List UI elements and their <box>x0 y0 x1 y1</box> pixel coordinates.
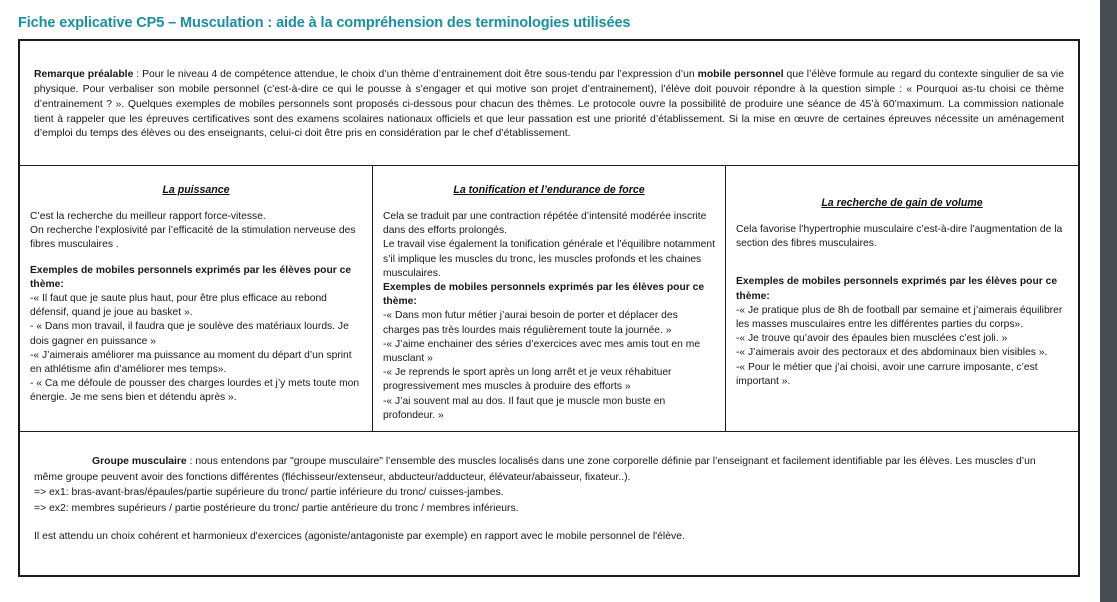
example-item: -« Pour le métier que j’ai choisi, avoir une carrure imposante, c’est important ». <box>736 361 1038 387</box>
examples-lead-in: Exemples de mobiles personnels exprimés par les élèves pour ce thème: <box>30 264 352 290</box>
example-item: -« J’aimerais avoir des pectoraux et des abdominaux bien visibles ». <box>736 347 1048 359</box>
definition-line: C’est la recherche du meilleur rapport force-vitesse. <box>30 211 266 222</box>
table-row-bottom <box>20 432 1079 576</box>
bottom-paragraph-1-text: nous entendons par "groupe musculaire" l’ensemble des muscles localisés dans une zone corporelle définie par l’enseignant et facilement identifiable par les élèves. Les muscles d’un même groupe peuvent avoir des fonctions différentes (fléchisseur/extenseur, abducteur/adducteur, élévateur/abaisseur, fixateur..). <box>34 456 1036 483</box>
bottom-label: Groupe musculaire <box>92 456 187 468</box>
fiche-table <box>19 40 1079 576</box>
theme-body-volume <box>736 223 1068 389</box>
bottom-cell <box>20 432 1079 576</box>
example-item: -« Je trouve qu’avoir des épaules bien musclées c’est joli. » <box>736 333 1008 345</box>
intro-bold-term: mobile personnel <box>697 69 784 81</box>
definition-line: On recherche l’explosivité par l’efficacité de la stimulation nerveuse des fibres musculaires . <box>30 225 356 251</box>
example-item: -« Il faut que je saute plus haut, pour être plus efficace au rebond défensif, quand je joue au basket ». <box>30 293 327 319</box>
example-item: - « Ca me défoule de pousser des charges lourdes et j’y mets toute mon énergie. Je me sens bien et détendu après ». <box>30 378 360 404</box>
example-item: -« J’ai souvent mal au dos. Il faut que je muscle mon buste en profondeur. » <box>383 395 666 421</box>
example-item: - « Dans mon travail, il faudra que je soulève des matériaux lourds. Je dois gagner en puissance » <box>30 321 349 347</box>
page-title: Fiche explicative CP5 – Musculation : aide à la compréhension des terminologies utilisées <box>18 15 631 31</box>
example-item: -« J’aimerais améliorer ma puissance au moment du départ d’un sprint en athlétisme afin d’améliorer mes temps». <box>30 349 352 376</box>
bottom-separator: : <box>186 456 196 468</box>
intro-paragraph <box>20 41 1078 148</box>
bottom-paragraph-2: Il est attendu un choix cohérent et harmonieux d'exercices (agoniste/antagoniste par exemple) en rapport avec le mobile personnel de l'élève. <box>34 531 685 543</box>
example-item: -« Je reprends le sport après un long arrêt et je veux réhabituer progressivement mes muscles à produire des efforts » <box>383 367 672 393</box>
example-item: -« Dans mon futur métier j’aurai besoin de porter et déplacer des charges pas très lourdes mais régulièrement toute la journée. » <box>383 310 678 336</box>
bottom-example-2: => ex2: membres supérieurs / partie postérieure du tronc/ partie antérieure du tronc / membres inférieurs. <box>34 502 519 514</box>
theme-column-puissance <box>20 166 373 432</box>
example-item: -« J’aime enchainer des séries d’exercices avec mes amis tout en me musclant » <box>383 338 701 365</box>
intro-part2: que l’élève formule au regard du contexte singulier de sa vie physique. Pour verbaliser son mobile personnel (c’est-à-dire ce qui le pousse à s’engager et qui motive son projet d’entrainement), l’élève doit pouvoir répondre à la question simple : « Pourquoi as-tu choisi ce thème d’entrainement ? ». Quelques exemples de mobiles personnels sont proposés ci-dessous pour chacun des thèmes. Le protocole ouvre la possibilité de produire une séance de 45’à 60’maximum. La commission nationale tient à rappeler que les épreuves certificatives sont des examens scolaires nationaux officiels et que leur passation est une priorité d’établissement. Si la mise en œuvre de certaines épreuves nécessite un aménagement d’emploi du temps des élèves ou des enseignants, celui-ci doit être pris en considération par le chef d’établissement. <box>34 69 1065 140</box>
theme-column-volume <box>726 166 1079 432</box>
bottom-example-1: => ex1: bras-avant-bras/épaules/partie supérieure du tronc/ partie inférieure du tronc/ cuisses-jambes. <box>34 487 504 499</box>
definition-line: Cela favorise l’hypertrophie musculaire c’est-à-dire l’augmentation de la section des fibres musculaires. <box>736 224 1063 250</box>
theme-heading-puissance: La puissance <box>162 184 230 197</box>
definition-line: Cela se traduit par une contraction répétée d’intensité modérée inscrite dans des efforts prolongés. <box>383 211 707 237</box>
bottom-notes <box>20 432 1078 555</box>
bottom-paragraph-1 <box>34 454 1064 485</box>
theme-heading-tonification: La tonification et l’endurance de force <box>453 184 645 197</box>
theme-heading-volume: La recherche de gain de volume <box>821 197 983 210</box>
example-item: -« Je pratique plus de 8h de football par semaine et j’aimerais équilibrer les masses musculaires entre les différentes parties du corps». <box>736 304 1063 331</box>
theme-body-tonification <box>383 210 715 423</box>
right-gutter-strip <box>1100 0 1117 602</box>
intro-part1: Pour le niveau 4 de compétence attendue, le choix d’un thème d’entrainement doit être sous-tendu par l’expression d’un <box>142 69 698 81</box>
table-row-themes <box>20 166 1079 432</box>
intro-separator: : <box>133 69 143 81</box>
examples-lead-in: Exemples de mobiles personnels exprimés par les élèves pour ce thème: <box>383 282 705 308</box>
table-row-intro <box>20 41 1079 166</box>
fiche-table-container <box>18 39 1080 577</box>
theme-body-puissance <box>30 210 362 406</box>
intro-label: Remarque préalable <box>34 69 134 81</box>
theme-column-tonification <box>373 166 726 432</box>
definition-line: Le travail vise également la tonification générale et l’équilibre notamment s’il implique les muscles du tronc, les muscles profonds et les chaines musculaires. <box>383 239 715 279</box>
intro-cell <box>20 41 1079 166</box>
examples-lead-in: Exemples de mobiles personnels exprimés par les élèves pour ce thème: <box>736 276 1058 302</box>
